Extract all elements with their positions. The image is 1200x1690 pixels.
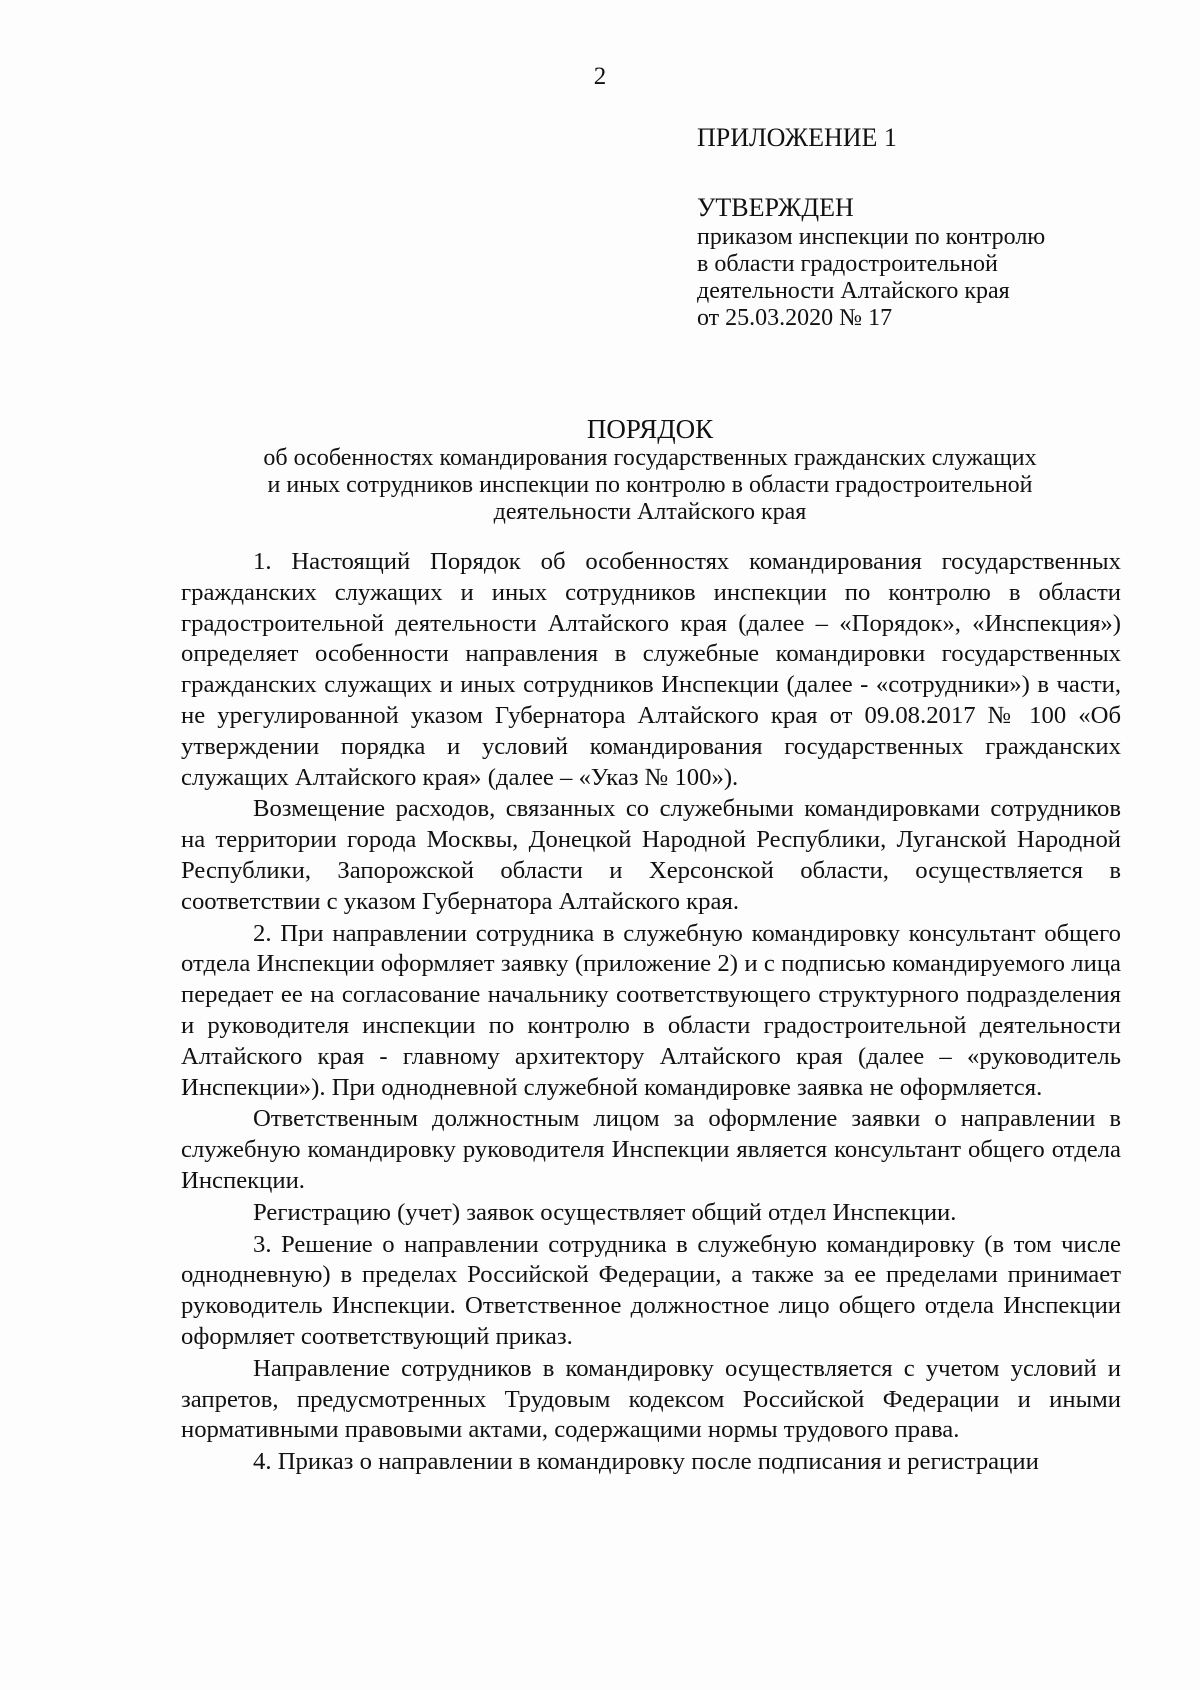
body-paragraph: Регистрацию (учет) заявок осуществляет общий отдел Инспекции. — [253, 1198, 957, 1226]
approved-line: в области градостроительной — [697, 251, 998, 277]
body-paragraph: Возмещение расходов, связанных со служебными командировками сотрудников на территории города Москвы, Донецкой Народной Республики, Луганской Народной Республики, Запорожской области и Херсонской области, осуществляется в соответствии с указом Губернатора Алтайского края. — [181, 795, 1121, 915]
document-body — [181, 547, 1121, 1478]
approved-line: деятельности Алтайского края — [697, 278, 1010, 304]
order-subtitle-line: об особенностях командирования государственных гражданских служащих — [263, 445, 1037, 471]
approved-line: от 25.03.2020 № 17 — [697, 305, 893, 331]
body-paragraph: Направление сотрудников в командировку осуществляется с учетом условий и запретов, предусмотренных Трудовым кодексом Российской Федерации и иными нормативными правовыми актами, содержащими нормы трудового права. — [181, 1354, 1121, 1444]
body-paragraph: 4. Приказ о направлении в командировку после подписания и регистрации — [253, 1448, 1039, 1476]
order-heading — [180, 414, 1120, 526]
order-title: ПОРЯДОК — [586, 414, 714, 444]
appendix-title: ПРИЛОЖЕНИЕ 1 — [697, 123, 897, 152]
approval-stamp-block — [697, 122, 1117, 332]
page-number: 2 — [593, 63, 607, 90]
approved-line: приказом инспекции по контролю — [697, 224, 1046, 250]
body-paragraph: 3. Решение о направлении сотрудника в служебную командировку (в том числе однодневную) в пределах Российской Федерации, а также за ее пределами принимает руководитель Инспекции. Ответственное должностное лицо общего отдела Инспекции оформляет соответствующий приказ. — [181, 1230, 1121, 1350]
body-paragraph: 2. При направлении сотрудника в служебную командировку консультант общего отдела Инспекции оформляет заявку (приложение 2) и с подписью командируемого лица передает ее на согласование начальнику соответствующего структурного подразделения и руководителя инспекции по контролю в области градостроительной деятельности Алтайского края - главному архитектору Алтайского края (далее – «руководитель Инспекции»). При однодневной служебной командировке заявка не оформляется. — [181, 919, 1121, 1101]
body-paragraph: 1. Настоящий Порядок об особенностях командирования государственных гражданских служащих и иных сотрудников инспекции по контролю в области градостроительной деятельности Алтайского края (далее – «Порядок», «Инспекция») определяет особенности направления в служебные командировки государственных гражданских служащих и иных сотрудников Инспекции (далее - «сотрудники») в части, не урегулированной указом Губернатора Алтайского края от 09.08.2017 № 100 «Об утверждении порядка и условий командирования государственных гражданских служащих Алтайского края» (далее – «Указ № 100»). — [181, 548, 1121, 791]
body-paragraph: Ответственным должностным лицом за оформление заявки о направлении в служебную командировку руководителя Инспекции является консультант общего отдела Инспекции. — [181, 1105, 1121, 1194]
order-subtitle-line: и иных сотрудников инспекции по контролю в области градостроительной — [267, 472, 1033, 498]
approved-title: УТВЕРЖДЕН — [697, 193, 854, 222]
order-subtitle-line: деятельности Алтайского края — [493, 499, 807, 525]
